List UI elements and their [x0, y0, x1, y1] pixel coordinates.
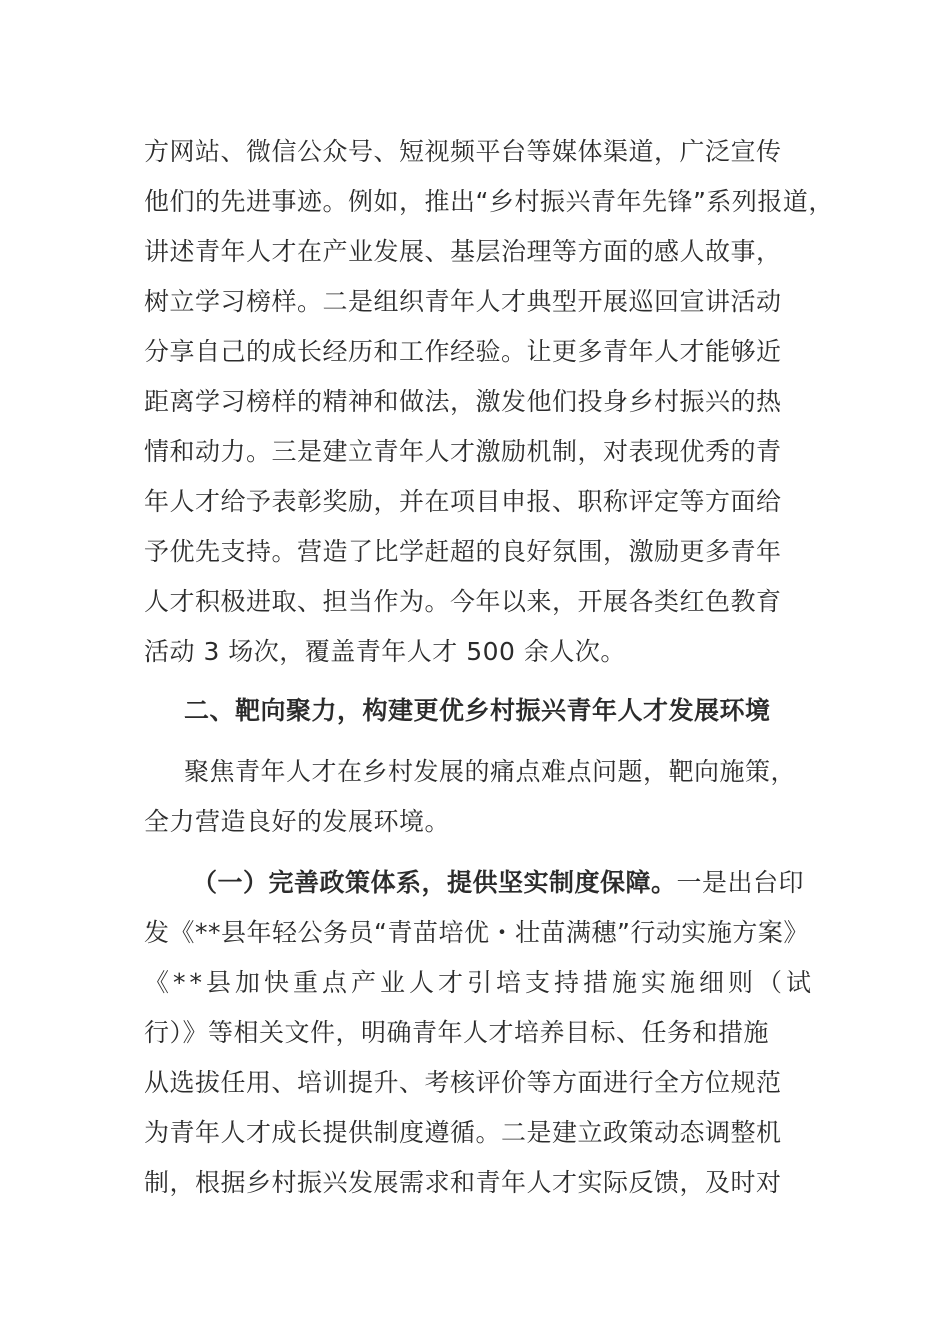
body-text-line: 活动 3 场次，覆盖青年人才 500 余人次。 [144, 637, 626, 666]
body-text-line: 分享自己的成长经历和工作经验。让更多青年人才能够近 [144, 337, 782, 366]
body-text-line: 距离学习榜样的精神和做法，激发他们投身乡村振兴的热 [144, 387, 782, 416]
body-text-line: 年人才给予表彰奖励，并在项目申报、职称评定等方面给 [144, 487, 782, 516]
body-text-line: 树立学习榜样。二是组织青年人才典型开展巡回宣讲活动 [144, 287, 782, 316]
body-text-line: 从选拔任用、培训提升、考核评价等方面进行全方位规范 [144, 1068, 782, 1097]
body-text-line: 情和动力。三是建立青年人才激励机制，对表现优秀的青 [144, 437, 782, 466]
body-text-line: 《**县加快重点产业人才引培支持措施实施细则（试 [144, 968, 816, 997]
body-text-line: 讲述青年人才在产业发展、基层治理等方面的感人故事， [144, 237, 782, 266]
subsection-first-line [192, 858, 804, 908]
body-text-line: 行）》等相关文件，明确青年人才培养目标、任务和措施 [144, 1018, 770, 1047]
body-text-line: 制，根据乡村振兴发展需求和青年人才实际反馈，及时对 [144, 1168, 782, 1197]
body-text-line: 为青年人才成长提供制度遵循。二是建立政策动态调整机 [144, 1118, 782, 1147]
body-text-line: 予优先支持。营造了比学赶超的良好氛围，激励更多青年 [144, 537, 782, 566]
body-text-line: 方网站、微信公众号、短视频平台等媒体渠道，广泛宣传 [144, 137, 782, 166]
body-text-line: 他们的先进事迹。例如，推出“乡村振兴青年先锋”系列报道， [144, 187, 834, 216]
subsection-heading: （一）完善政策体系，提供坚实制度保障。 [192, 868, 677, 897]
body-text-line: 全力营造良好的发展环境。 [144, 807, 451, 836]
body-text-line: 发《**县年轻公务员“青苗培优・壮苗满穗”行动实施方案》 [144, 918, 809, 947]
body-text-line: 人才积极进取、担当作为。今年以来，开展各类红色教育 [144, 587, 782, 616]
section-heading: 二、靶向聚力，构建更优乡村振兴青年人才发展环境 [184, 696, 771, 725]
body-text-run: 一是出台印 [676, 868, 805, 897]
body-text-line: 聚焦青年人才在乡村发展的痛点难点问题，靶向施策， [184, 757, 797, 786]
